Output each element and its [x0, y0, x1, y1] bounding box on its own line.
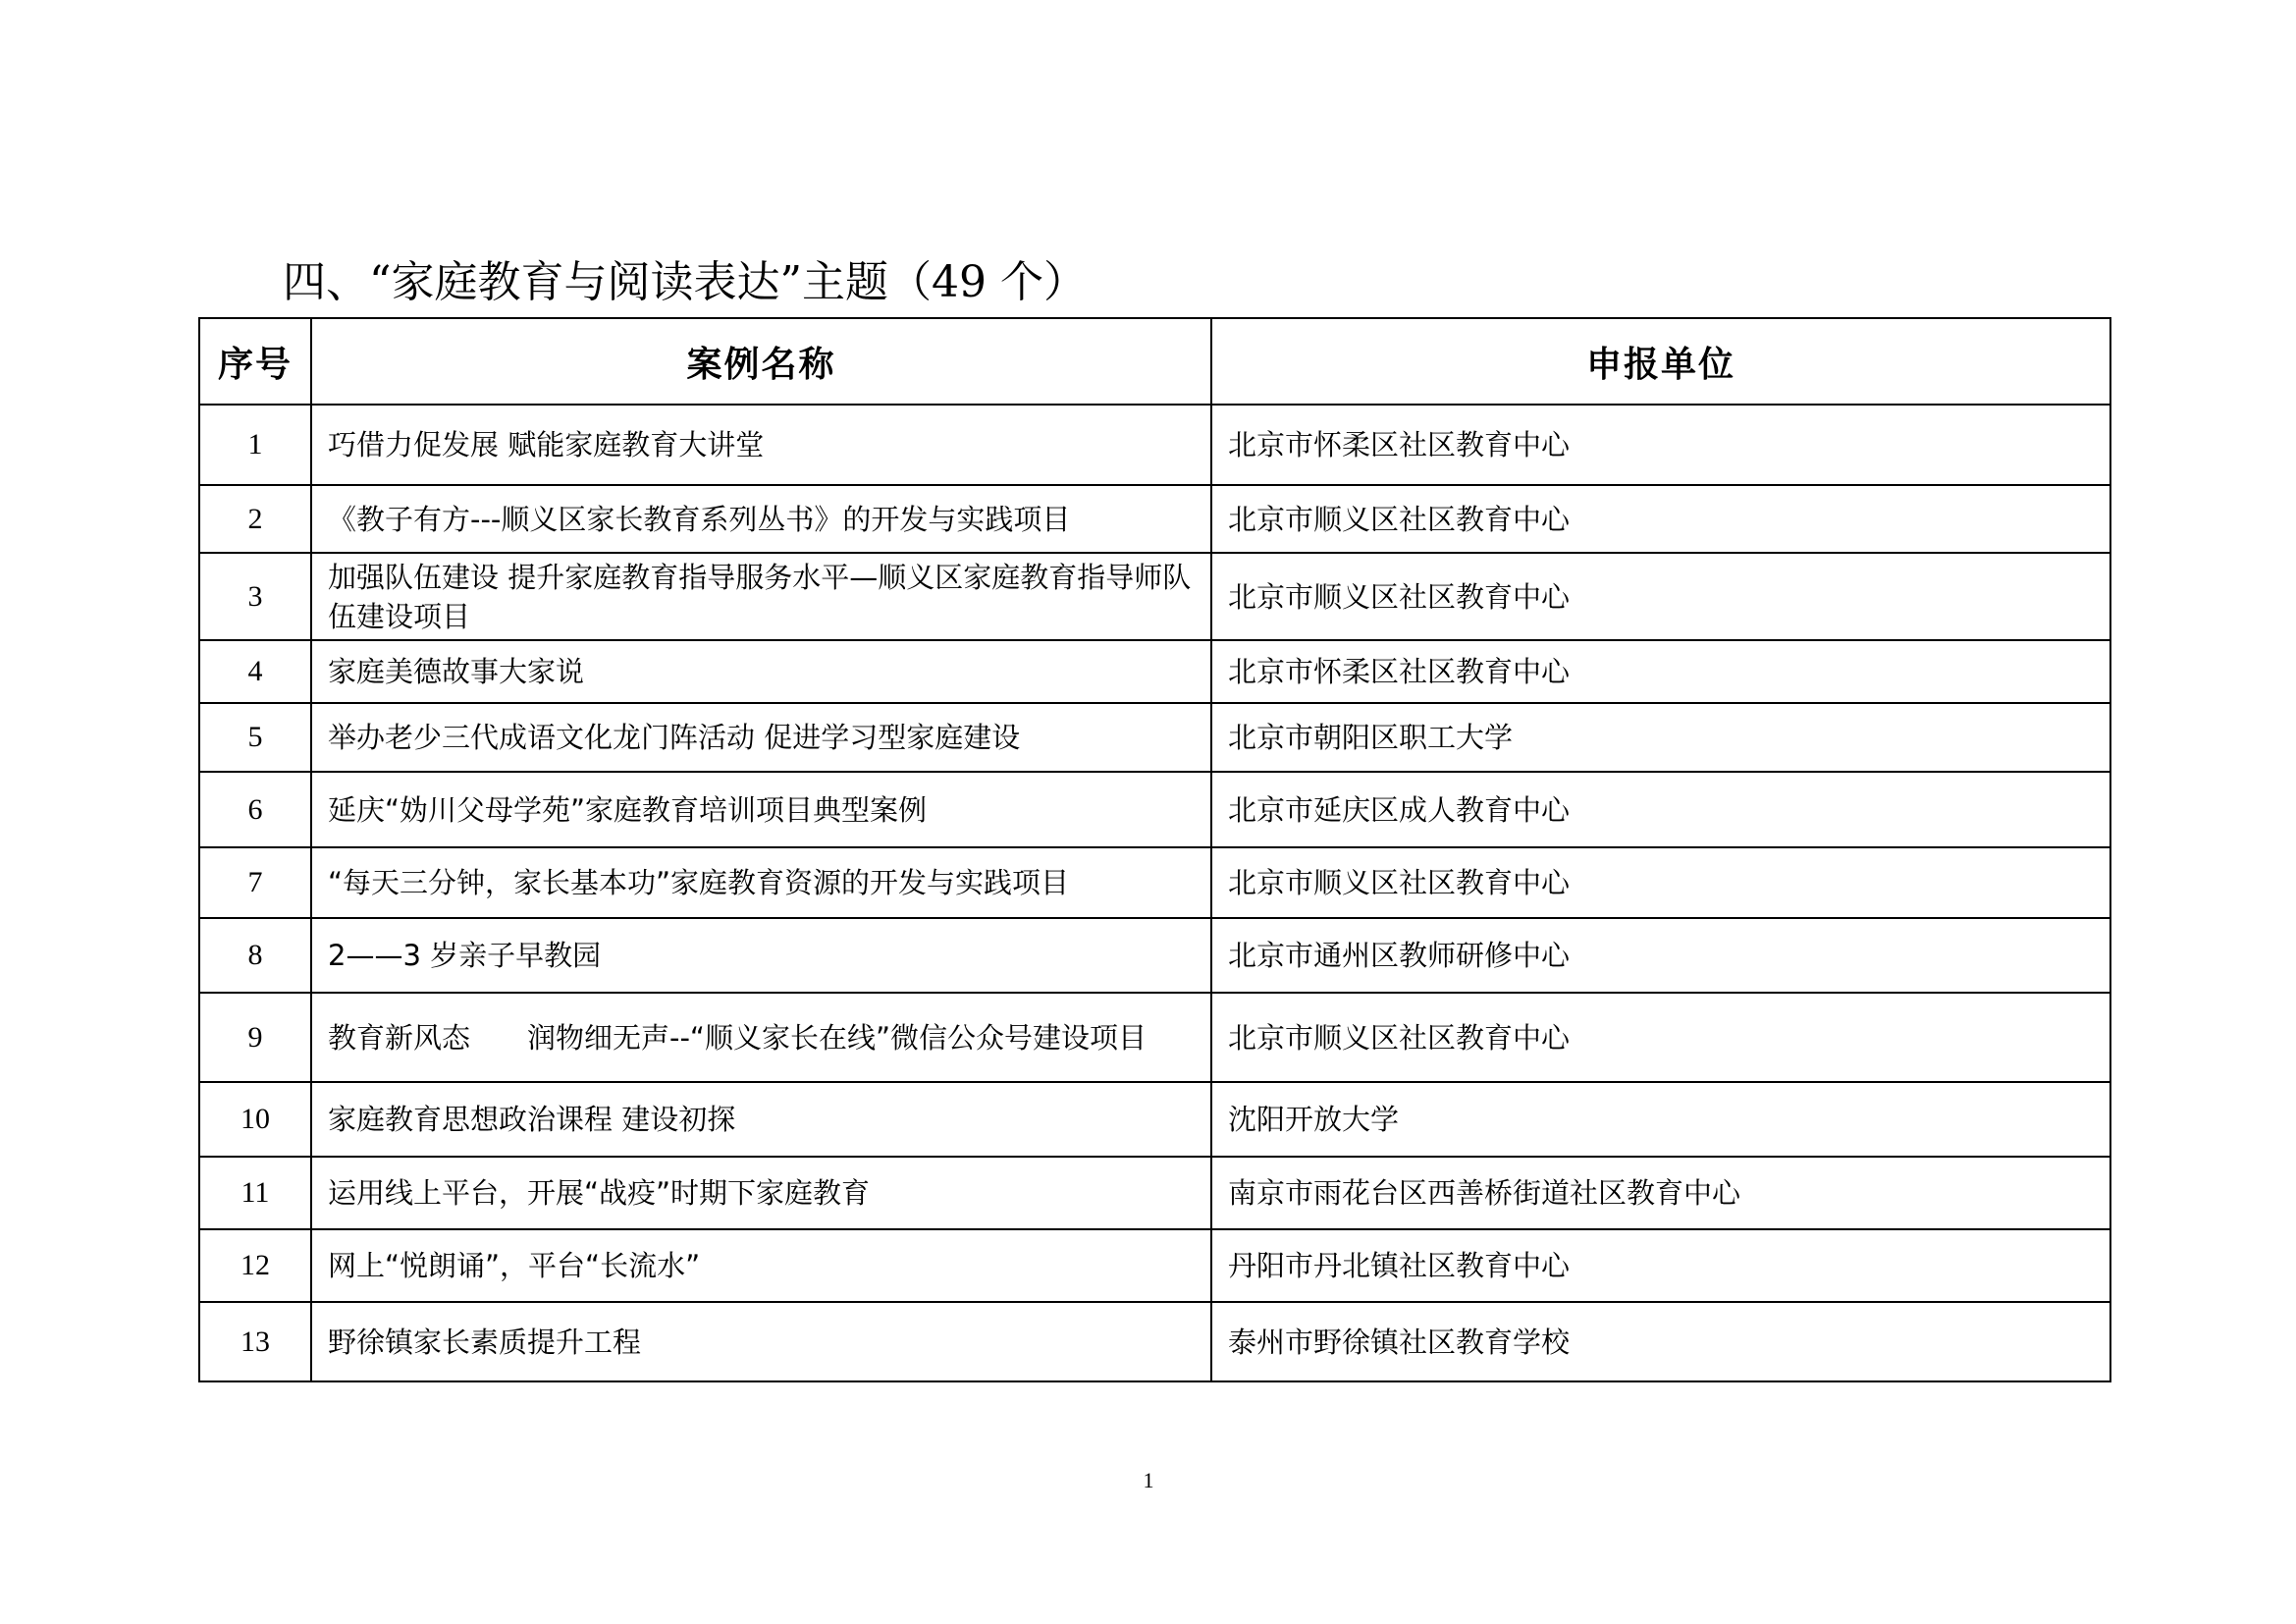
table-row: [199, 993, 2110, 1082]
row-unit: 北京市怀柔区社区教育中心: [1211, 640, 2110, 703]
row-unit: 北京市怀柔区社区教育中心: [1211, 405, 2110, 485]
header-unit: 申报单位: [1211, 318, 2110, 405]
row-case-name: 《教子有方---顺义区家长教育系列丛书》的开发与实践项目: [311, 485, 1211, 553]
table-row: [199, 847, 2110, 918]
row-case-name: 延庆“妫川父母学苑”家庭教育培训项目典型案例: [311, 772, 1211, 847]
row-no: 12: [199, 1229, 311, 1302]
header-no: 序号: [199, 318, 311, 405]
row-no: 4: [199, 640, 311, 703]
row-case-name: 举办老少三代成语文化龙门阵活动 促进学习型家庭建设: [311, 703, 1211, 772]
table-row: [199, 1082, 2110, 1157]
row-unit: 南京市雨花台区西善桥街道社区教育中心: [1211, 1157, 2110, 1229]
row-no: 10: [199, 1082, 311, 1157]
row-unit: 北京市顺义区社区教育中心: [1211, 993, 2110, 1082]
row-unit: 北京市顺义区社区教育中心: [1211, 553, 2110, 640]
table-row: [199, 1157, 2110, 1229]
table-row: [199, 1229, 2110, 1302]
row-unit: 北京市朝阳区职工大学: [1211, 703, 2110, 772]
header-name: 案例名称: [311, 318, 1211, 405]
row-unit: 丹阳市丹北镇社区教育中心: [1211, 1229, 2110, 1302]
section-title: 四、“家庭教育与阅读表达”主题（49 个）: [283, 257, 1087, 307]
row-case-name: 运用线上平台，开展“战疫”时期下家庭教育: [311, 1157, 1211, 1229]
row-case-name: 家庭美德故事大家说: [311, 640, 1211, 703]
row-no: 11: [199, 1157, 311, 1229]
row-no: 7: [199, 847, 311, 918]
row-no: 6: [199, 772, 311, 847]
row-unit: 北京市顺义区社区教育中心: [1211, 847, 2110, 918]
row-no: 3: [199, 553, 311, 640]
table-row: [199, 703, 2110, 772]
row-case-name: 巧借力促发展 赋能家庭教育大讲堂: [311, 405, 1211, 485]
row-unit: 北京市延庆区成人教育中心: [1211, 772, 2110, 847]
page-number: 1: [1143, 1468, 1154, 1492]
row-case-name: 野徐镇家长素质提升工程: [311, 1302, 1211, 1381]
row-unit: 北京市通州区教师研修中心: [1211, 918, 2110, 993]
row-case-name: 2——3 岁亲子早教园: [311, 918, 1211, 993]
row-unit: 北京市顺义区社区教育中心: [1211, 485, 2110, 553]
row-no: 1: [199, 405, 311, 485]
row-no: 5: [199, 703, 311, 772]
row-case-name: “每天三分钟，家长基本功”家庭教育资源的开发与实践项目: [311, 847, 1211, 918]
row-case-name: 网上“悦朗诵”，平台“长流水”: [311, 1229, 1211, 1302]
row-no: 8: [199, 918, 311, 993]
row-no: 2: [199, 485, 311, 553]
table-row: [199, 640, 2110, 703]
row-case-name: 教育新风态 润物细无声--“顺义家长在线”微信公众号建设项目: [311, 993, 1211, 1082]
table-row: [199, 772, 2110, 847]
row-unit: 沈阳开放大学: [1211, 1082, 2110, 1157]
row-no: 9: [199, 993, 311, 1082]
row-case-name: 加强队伍建设 提升家庭教育指导服务水平—顺义区家庭教育指导师队伍建设项目: [311, 553, 1211, 640]
table-row: [199, 405, 2110, 485]
table-row: [199, 918, 2110, 993]
table-row: [199, 485, 2110, 553]
table-row: [199, 1302, 2110, 1381]
cases-table: [198, 317, 2111, 1382]
table-row: [199, 553, 2110, 640]
row-no: 13: [199, 1302, 311, 1381]
row-case-name: 家庭教育思想政治课程 建设初探: [311, 1082, 1211, 1157]
row-unit: 泰州市野徐镇社区教育学校: [1211, 1302, 2110, 1381]
table-header-row: [199, 318, 2110, 405]
